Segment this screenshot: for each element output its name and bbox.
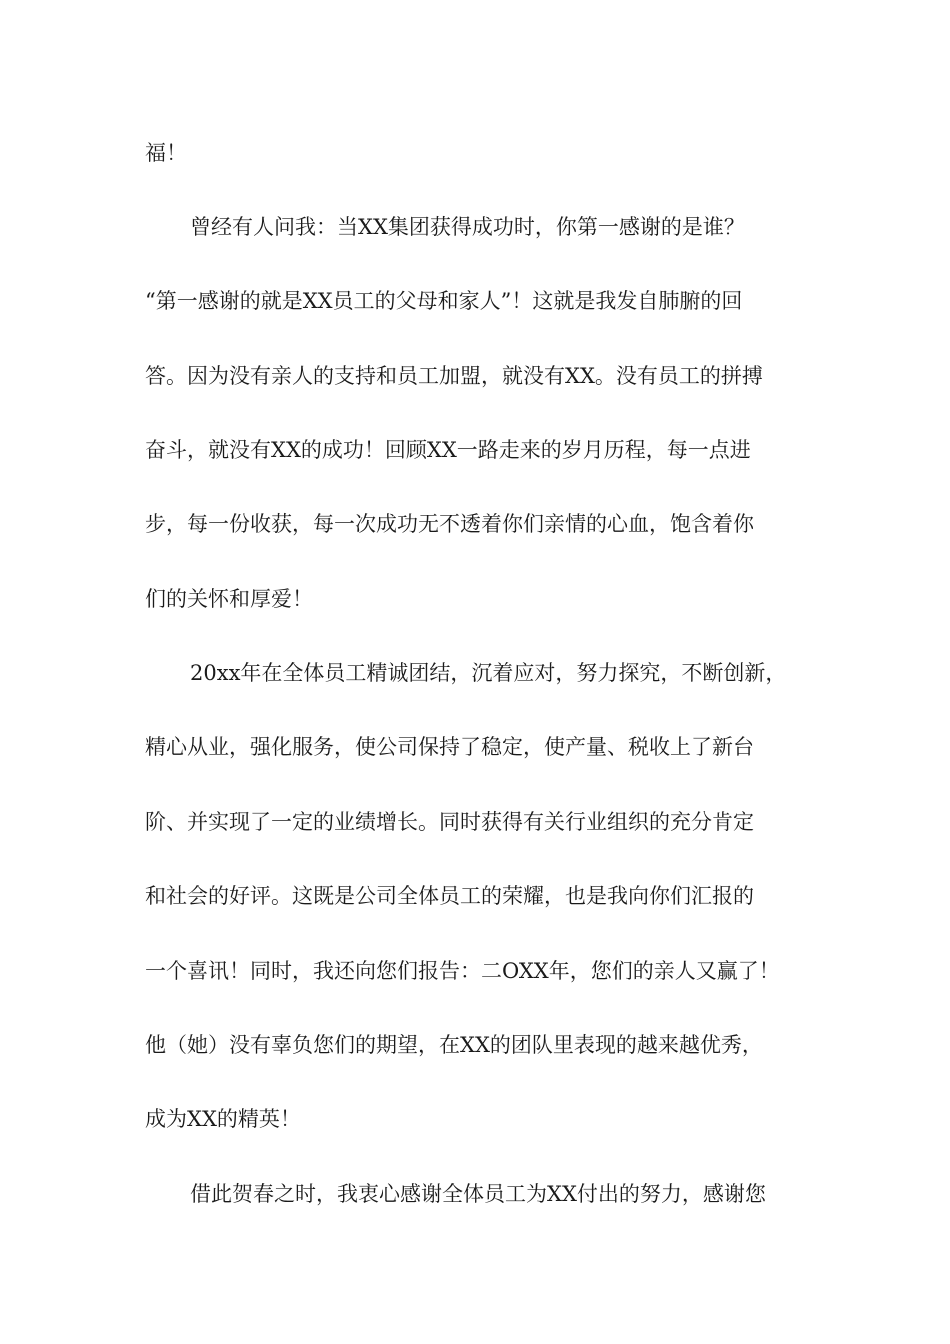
line-text: “第一感谢的就是XX员工的父母和家人”！这就是我发自肺腑的回 [145, 289, 743, 313]
text-line [0, 504, 950, 544]
text-line [0, 1025, 950, 1065]
line-text: 福！ [145, 141, 187, 165]
line-text: 借此贺春之时，我衷心感谢全体员工为XX付出的努力，感谢您 [190, 1182, 766, 1206]
paragraph-start-line [0, 653, 950, 693]
line-text: 20xx年在全体员工精诚团结，沉着应对，努力探究，不断创新， [190, 661, 787, 685]
line-text: 曾经有人问我：当XX集团获得成功时，你第一感谢的是谁？ [190, 215, 745, 239]
text-line [0, 133, 950, 173]
line-text: 他（她）没有辜负您们的期望，在XX的团队里表现的越来越优秀， [145, 1033, 763, 1057]
text-line [0, 876, 950, 916]
line-text: 答。因为没有亲人的支持和员工加盟，就没有XX。没有员工的拼搏 [145, 364, 763, 388]
line-text: 们的关怀和厚爱！ [145, 587, 313, 611]
text-line [0, 1099, 950, 1139]
line-text: 奋斗，就没有XX的成功！回顾XX一路走来的岁月历程，每一点进 [145, 438, 751, 462]
text-line [0, 281, 950, 321]
line-text: 和社会的好评。这既是公司全体员工的荣耀，也是我向你们汇报的 [145, 884, 754, 908]
paragraph-start-line [0, 207, 950, 247]
line-text: 精心从业，强化服务，使公司保持了稳定，使产量、税收上了新台 [145, 735, 754, 759]
text-line [0, 951, 950, 991]
text-line [0, 802, 950, 842]
line-text: 成为XX的精英！ [145, 1107, 301, 1131]
paragraph-start-line [0, 1174, 950, 1214]
line-text: 一个喜讯！同时，我还向您们报告：二OXX年，您们的亲人又赢了！ [145, 959, 780, 983]
line-text: 步，每一份收获，每一次成功无不透着你们亲情的心血，饱含着你 [145, 512, 754, 536]
line-text: 阶、并实现了一定的业绩增长。同时获得有关行业组织的充分肯定 [145, 810, 754, 834]
text-line [0, 356, 950, 396]
text-line [0, 430, 950, 470]
text-line [0, 727, 950, 767]
text-line [0, 579, 950, 619]
